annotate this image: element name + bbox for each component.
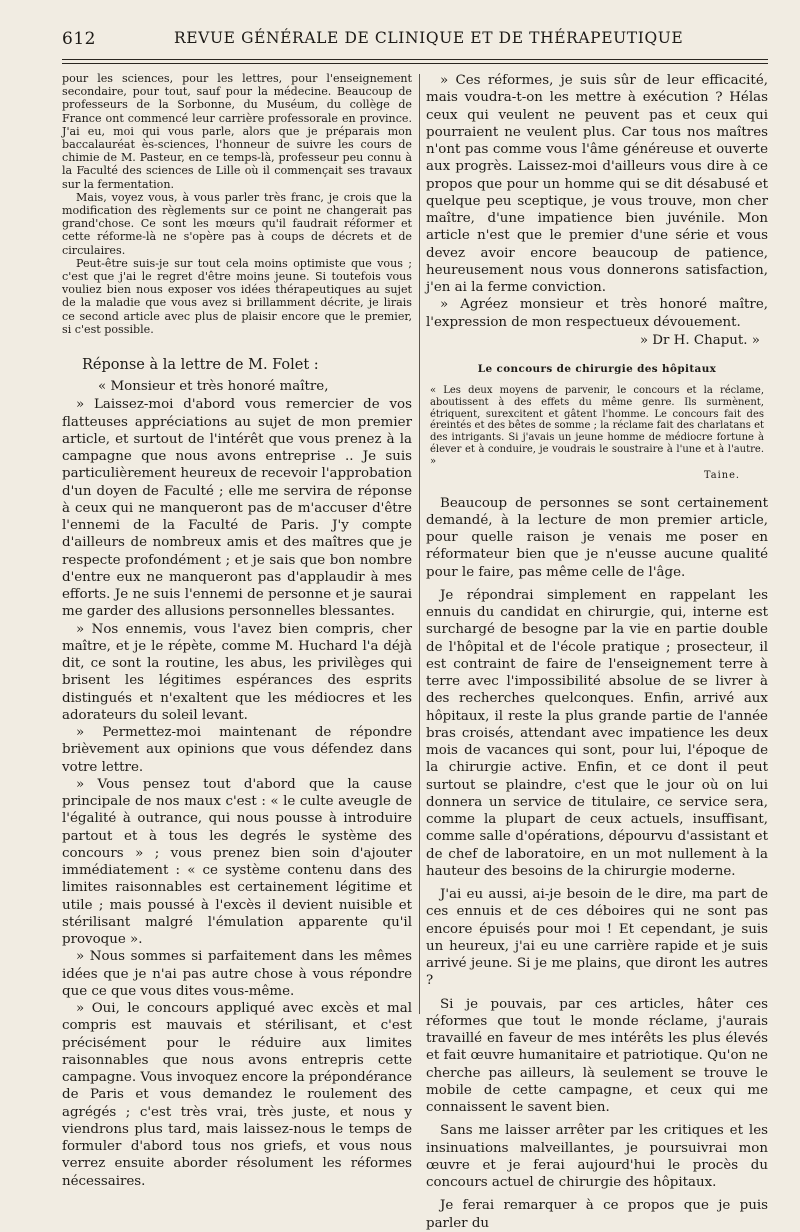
paragraph: Je ferai remarquer à ce propos que je puis parler du xyxy=(426,1198,768,1231)
column-divider xyxy=(419,74,420,1014)
paragraph: » Nous sommes si parfaitement dans les mêmes idées que je n'ai pas autre chose à vous répondre que ce que vous dites vous-même. xyxy=(62,949,412,999)
paragraph: Peut-être suis-je sur tout cela moins optimiste que vous ; c'est que j'ai le regret d'être moins jeune. Si toutefois vous vouliez bien nous exposer vos idées thérapeutiques au sujet de la maladie que vous avez si brillamment décrite, je lirais ce second article avec plus de plaisir encore que le premier, si c'est possible. xyxy=(62,256,412,336)
page-header xyxy=(62,26,768,54)
section-title: Le concours de chirurgie des hôpitaux xyxy=(477,363,717,375)
right-column xyxy=(426,72,768,1231)
letter-excerpt xyxy=(62,72,412,336)
page-number: 612 xyxy=(62,29,96,49)
running-title: REVUE GÉNÉRALE DE CLINIQUE ET DE THÉRAPEUTIQUE xyxy=(174,29,684,47)
paragraph: » Vous pensez tout d'abord que la cause principale de nos maux c'est : « le culte aveugle de l'égalité à outrance, qui nous pousse à introduire partout et à tous les degrés le système des concours » ; vous prenez bien soin d'ajouter immédiatement : « ce système contenu dans des limites raisonnables est certainement légitime et utile ; mais poussé à l'excès il devient nuisible et stérilisant malgré l'émulation apparente qu'il provoque ». xyxy=(62,776,412,948)
reply-conclusion xyxy=(426,72,768,331)
paragraph: J'ai eu aussi, ai-je besoin de le dire, ma part de ces ennuis et de ces déboires qui ne sont pas encore épuisés pour moi ! Et cependant, je suis un heureux, j'ai eu une carrière rapide et je suis arrivé jeune. Si je me plains, que diront les autres ? xyxy=(426,887,768,989)
paragraph: » Nos ennemis, vous l'avez bien compris, cher maître, et je le répète, comme M. Huchard l'a déjà dit, ce sont la routine, les abus, les privilèges qui brisent les légitimes espérances des esprits distingués et n'exaltent que les médiocres et les adorateurs du soleil levant. xyxy=(62,621,412,723)
paragraph: » Oui, le concours appliqué avec excès et mal compris est mauvais et stérilisant, et c'est précisément pour le réduire aux limites raisonnables que nous avons entrepris cette campagne. Vous invoquez encore la prépondérance de Paris et vous demandez le roulement des agrégés ; c'est très vrai, très juste, et nous y viendrons plus tard, mais laissez-nous le temps de formuler d'abord tous nos griefs, et vous nous verrez ensuite aborder résolument les réformes nécessaires. xyxy=(62,1001,412,1189)
salutation: « Monsieur et très honoré maître, xyxy=(98,379,329,395)
reply-title: Réponse à la lettre de M. Folet : xyxy=(82,357,319,374)
left-column xyxy=(62,72,412,1189)
epigraph xyxy=(430,385,764,468)
paragraph: » Agréez monsieur et très honoré maître, l'expression de mon respectueux dévouement. xyxy=(426,297,768,330)
paragraph: » Permettez-moi maintenant de répondre brièvement aux opinions que vous défendez dans votre lettre. xyxy=(62,725,412,775)
paragraph: pour les sciences, pour les lettres, pour l'enseignement secondaire, pour tout, sauf pour la médecine. Beaucoup de professeurs de la Sorbonne, du Muséum, du collège de France ont commencé leur carrière professorale en province. J'ai eu, moi qui vous parle, alors que je préparais mon baccalauréat ès-sciences, l'honneur de suivre les cours de chimie de M. Pasteur, en ce temps-là, professeur peu connu à la Faculté des sciences de Lille où il commençait ses travaux sur la fermentation. xyxy=(62,72,412,191)
paragraph: » Ces réformes, je suis sûr de leur efficacité, mais voudra-t-on les mettre à exécution ? Hélas ceux qui veulent ne peuvent pas et ceux qui pourraient ne veulent plus. Car tous nos maîtres n'ont pas comme vous l'âme généreuse et ouverte aux progrès. Laissez-moi d'ailleurs vous dire à ce propos que pour un homme qui se dit désabusé et quelque peu sceptique, je vous trouve, mon cher maître, d'une impatience bien juvénile. Mon article n'est que le premier d'une série et vous devez avoir encore beaucoup de patience, heureusement nous vous donnerons satisfaction, j'en ai la ferme conviction. xyxy=(426,73,768,295)
paragraph: Je répondrai simplement en rappelant les ennuis du candidat en chirurgie, qui, interne est surchargé de besogne par la vie en partie double de l'hôpital et de l'école pratique ; prosecteur, il est contraint de faire de l'enseignement terre à terre avec l'impossibilité absolue de se livrer à des recherches quelconques. Enfin, arrivé aux hôpitaux, il reste la plus grande partie de l'année bras croisés, attendant avec impatience les deux mois de vacances qui sont, pour lui, l'époque de la chirurgie active. Enfin, et ce dont il peut surtout se plaindre, c'est que le jour où on lui donnera un service de titulaire, ce service sera, comme la plupart de ceux actuels, insuffisant, comme salle d'opérations, dépourvu d'assistant et de chef de laboratoire, en un mot nullement à la hauteur des besoins de la chirurgie moderne. xyxy=(426,587,768,879)
reply-body xyxy=(62,396,412,1190)
epigraph-author: Taine. xyxy=(704,469,740,481)
paragraph: Beaucoup de personnes se sont certainement demandé, à la lecture de mon premier article, pour quelle raison je venais me poser en réformateur bien que je n'eusse aucune qualité pour le faire, pas même celle de l'âge. xyxy=(426,495,768,580)
header-rule xyxy=(62,59,768,64)
signature: » Dr H. Chaput. » xyxy=(639,332,760,348)
article-body xyxy=(426,495,768,1232)
paragraph: Mais, voyez vous, à vous parler très franc, je crois que la modification des règlements sur ce point ne changerait pas grand'chose. Ce sont les mœurs qu'il faudrait réformer et cette réforme-là ne s'opère pas à coups de décrets et de circulaires. xyxy=(62,190,412,257)
paragraph: » Laissez-moi d'abord vous remercier de vos flatteuses appréciations au sujet de mon premier article, et surtout de l'intérêt que vous prenez à la campagne que nous avons entreprise .. Je suis particulièrement heureux de recevoir l'approbation d'un doyen de Faculté ; elle me servira de réponse à ceux qui ne manqueront pas de m'accuser d'être l'ennemi de la Faculté de Paris. J'y compte d'ailleurs de nombreux amis et des maîtres que je respecte profondément ; et je sais que bon nombre d'entre eux ne manqueront pas d'applaudir à mes efforts. Je ne suis l'ennemi de personne et je saurai me garder des allusions personnelles blessantes. xyxy=(62,397,412,620)
epigraph-text: « Les deux moyens de parvenir, le concours et la réclame, aboutissent à des effets du même genre. Ils surmènent, étriquent, surexcitent et gâtent l'homme. Le concours fait des éreintés et des bêtes de somme ; la réclame fait des charlatans et des intrigants. Si j'avais un jeune homme de médiocre fortune à élever et à conduire, je voudrais le soustraire à l'une et à l'autre. » xyxy=(430,385,764,467)
paragraph: Sans me laisser arrêter par les critiques et les insinuations malveillantes, je poursuivrai mon œuvre et je ferai aujourd'hui le procès du concours actuel de chirurgie des hôpitaux. xyxy=(426,1123,768,1191)
paragraph: Si je pouvais, par ces articles, hâter ces réformes que tout le monde réclame, j'aurais travaillé en faveur de mes intérêts les plus élevés et fait œuvre humanitaire et patriotique. Qu'on ne cherche pas ailleurs, là seulement se trouve le mobile de cette campagne, et ceux qui me connaissent le savent bien. xyxy=(426,996,768,1116)
